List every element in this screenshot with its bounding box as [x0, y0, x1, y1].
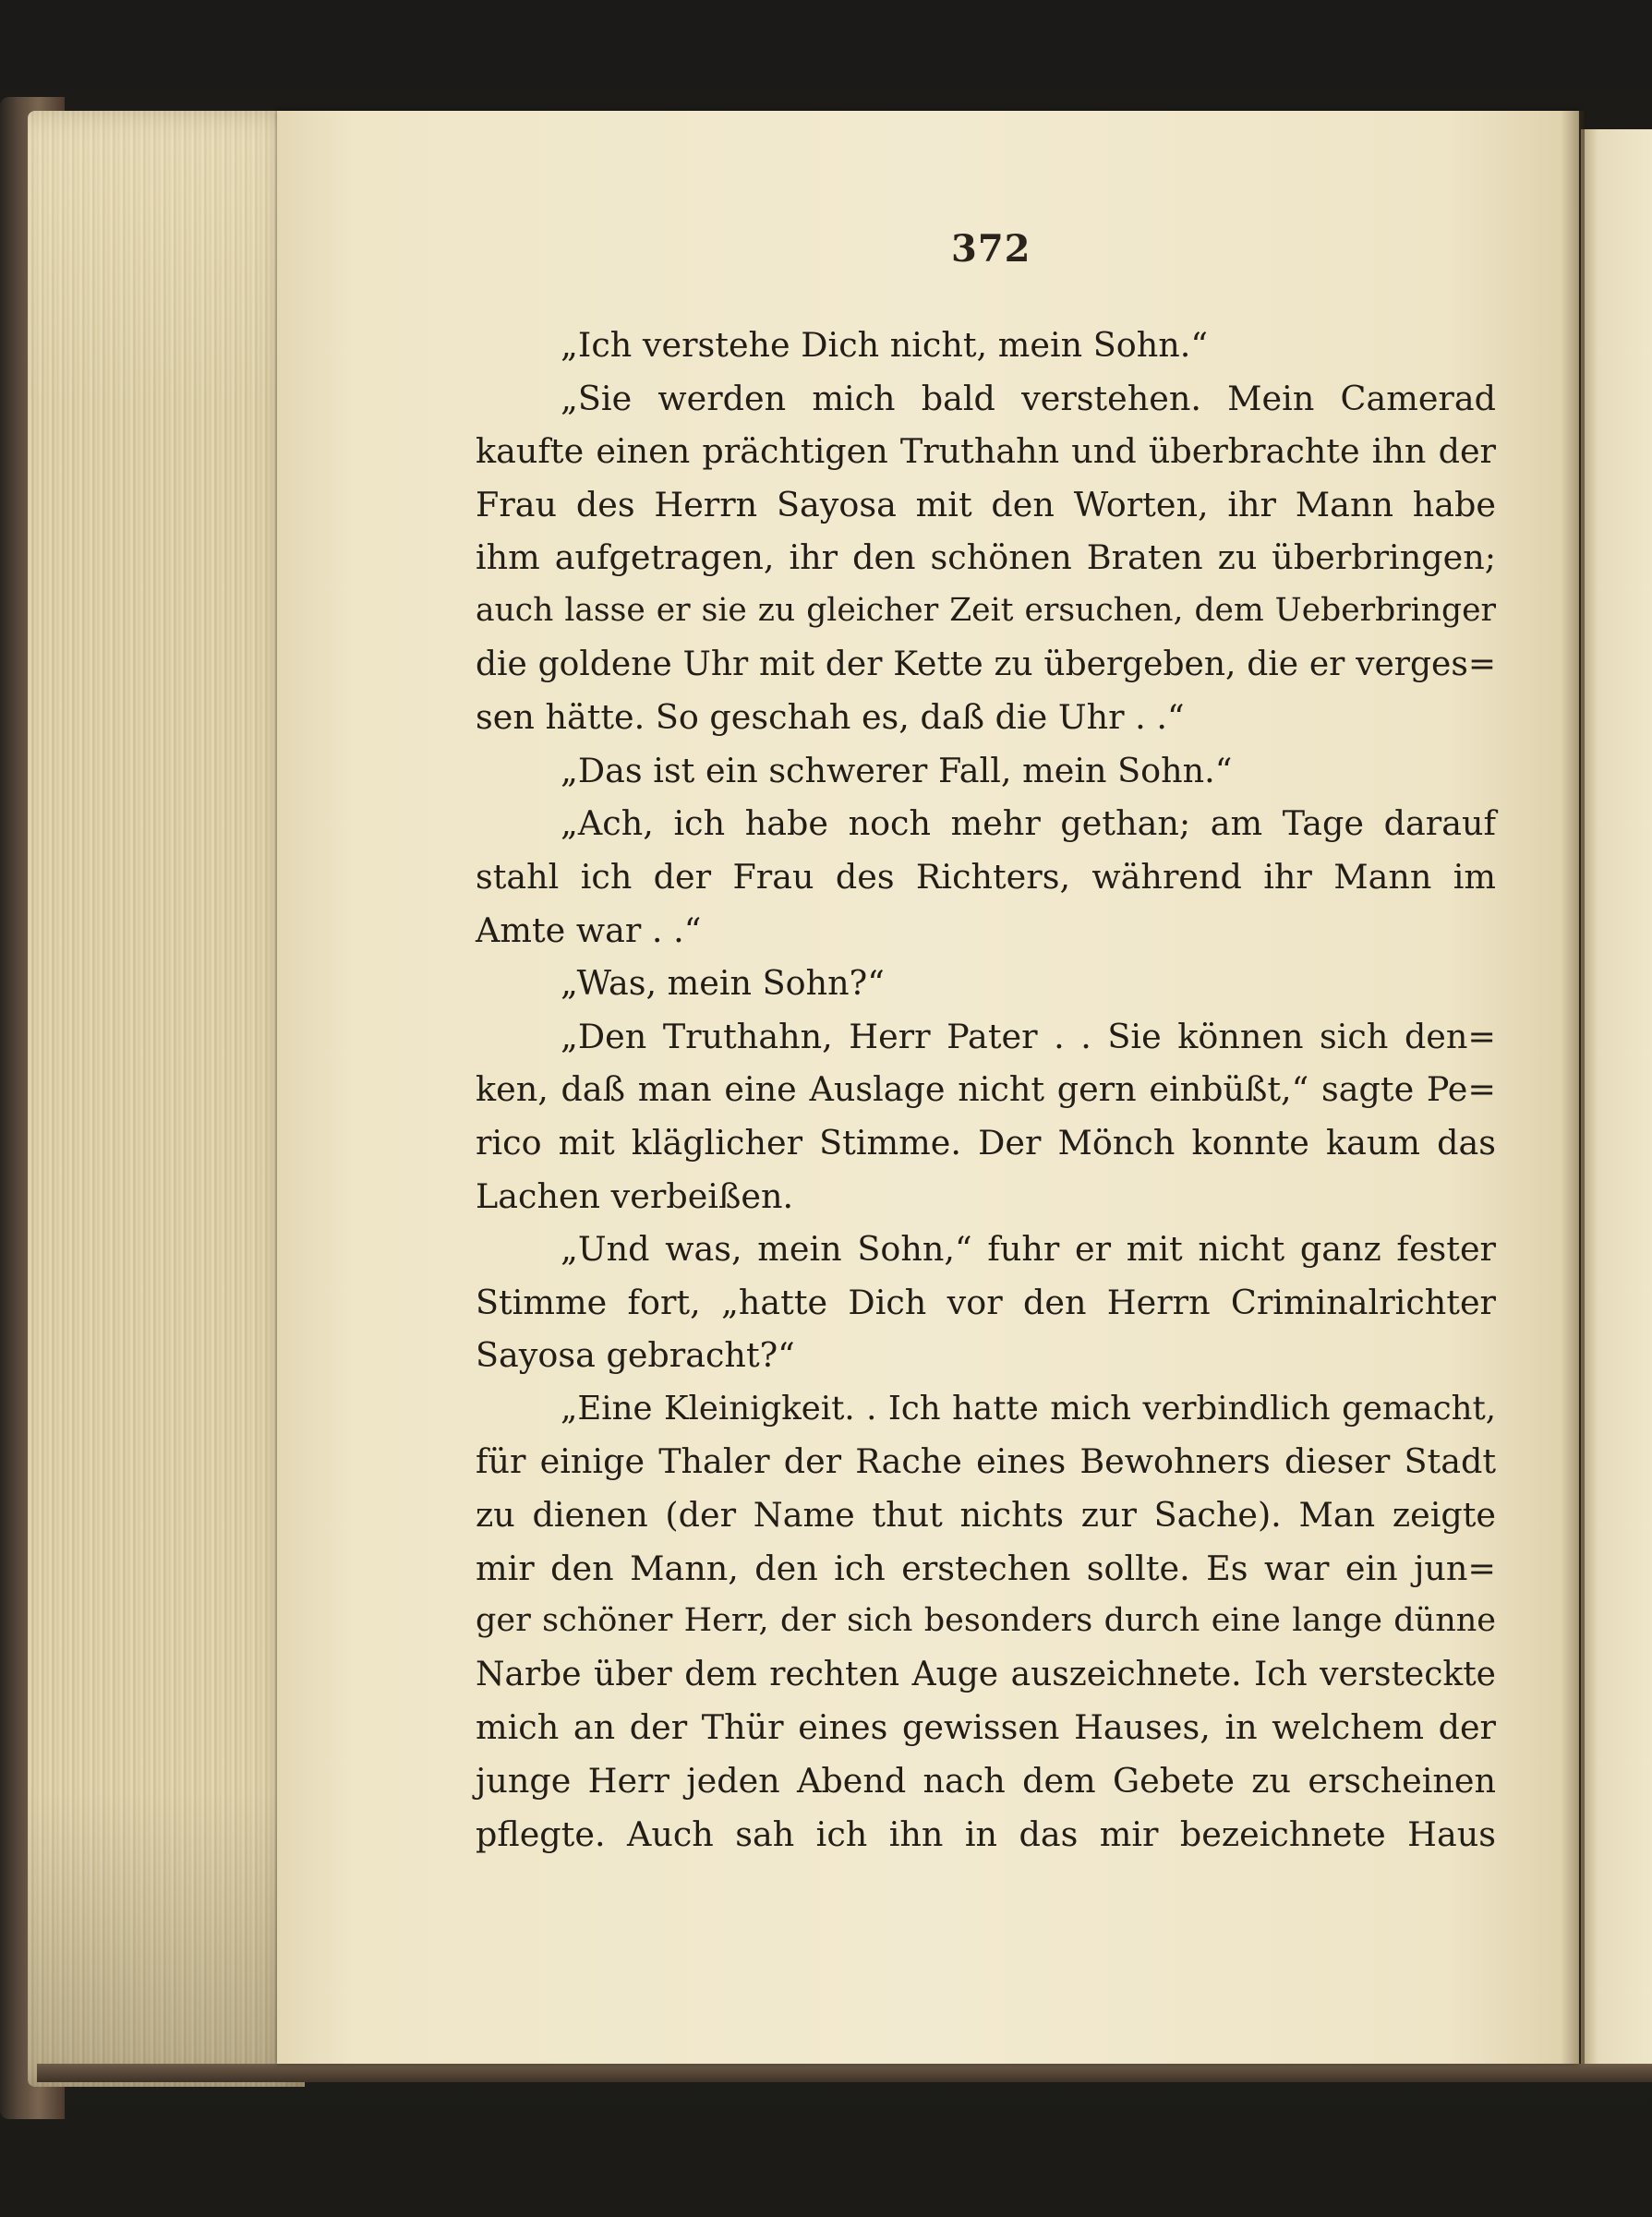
text-line: zu dienen (der Name thut nichts zur Sache). Man zeigte: [476, 1495, 1496, 1536]
text-line: Sayosa gebracht?“: [476, 1335, 795, 1376]
text-line: für einige Thaler der Rache eines Bewohners dieser Stadt: [476, 1441, 1496, 1482]
text-line: ken, daß man eine Auslage nicht gern einbüßt,“ sagte Pe=: [476, 1069, 1496, 1110]
text-line: „Ich verstehe Dich nicht, mein Sohn.“: [561, 325, 1209, 365]
page-gutter-shadow: [1561, 111, 1585, 2064]
text-line: ger schöner Herr, der sich besonders durch eine lange dünne: [476, 1602, 1496, 1640]
text-line: sen hätte. So geschah es, daß die Uhr . .“: [476, 697, 1185, 738]
text-line: junge Herr jeden Abend nach dem Gebete zu erscheinen: [476, 1761, 1496, 1801]
text-line: die goldene Uhr mit der Kette zu übergeben, die er verges=: [476, 645, 1496, 683]
text-line: „Sie werden mich bald verstehen. Mein Camerad: [561, 378, 1496, 418]
page-stack-edges: [28, 111, 305, 2087]
text-line: „Eine Kleinigkeit. . Ich hatte mich verbindlich gemacht,: [561, 1389, 1496, 1428]
text-line: „Das ist ein schwerer Fall, mein Sohn.“: [561, 750, 1233, 790]
page-number: 372: [951, 227, 1031, 271]
text-line: ihm aufgetragen, ihr den schönen Braten zu überbringen;: [476, 537, 1496, 578]
text-line: auch lasse er sie zu gleicher Zeit ersuchen, dem Ueberbringer: [476, 591, 1496, 629]
text-line: „Und was, mein Sohn,“ fuhr er mit nicht ganz fester: [561, 1229, 1496, 1270]
text-line: kaufte einen prächtigen Truthahn und überbrachte ihn der: [476, 431, 1496, 472]
text-line: „Ach, ich habe noch mehr gethan; am Tage darauf: [561, 803, 1496, 844]
text-line: stahl ich der Frau des Richters, während ihr Mann im: [476, 856, 1496, 897]
text-line: „Was, mein Sohn?“: [561, 963, 885, 1004]
text-line: „Den Truthahn, Herr Pater . . Sie können sich den=: [561, 1016, 1496, 1056]
text-line: Stimme fort, „hatte Dich vor den Herrn Criminalrichter: [476, 1282, 1496, 1322]
text-line: mich an der Thür eines gewissen Hauses, in welchem der: [476, 1707, 1496, 1748]
text-line: Amte war . .“: [476, 910, 702, 950]
text-line: Narbe über dem rechten Auge auszeichnete. Ich versteckte: [476, 1655, 1496, 1693]
text-line: rico mit kläglicher Stimme. Der Mönch konnte kaum das: [476, 1122, 1496, 1163]
book-bottom-edge: [37, 2064, 1652, 2082]
text-line: pflegte. Auch sah ich ihn in das mir bezeichnete Haus: [476, 1813, 1496, 1854]
page-text-body: [476, 319, 1496, 1861]
text-line: Lachen verbeißen.: [476, 1175, 794, 1216]
text-line: mir den Mann, den ich erstechen sollte. Es war ein jun=: [476, 1548, 1496, 1588]
facing-page-edge: [1581, 129, 1652, 2064]
text-line: Frau des Herrn Sayosa mit den Worten, ihr Mann habe: [476, 484, 1496, 524]
